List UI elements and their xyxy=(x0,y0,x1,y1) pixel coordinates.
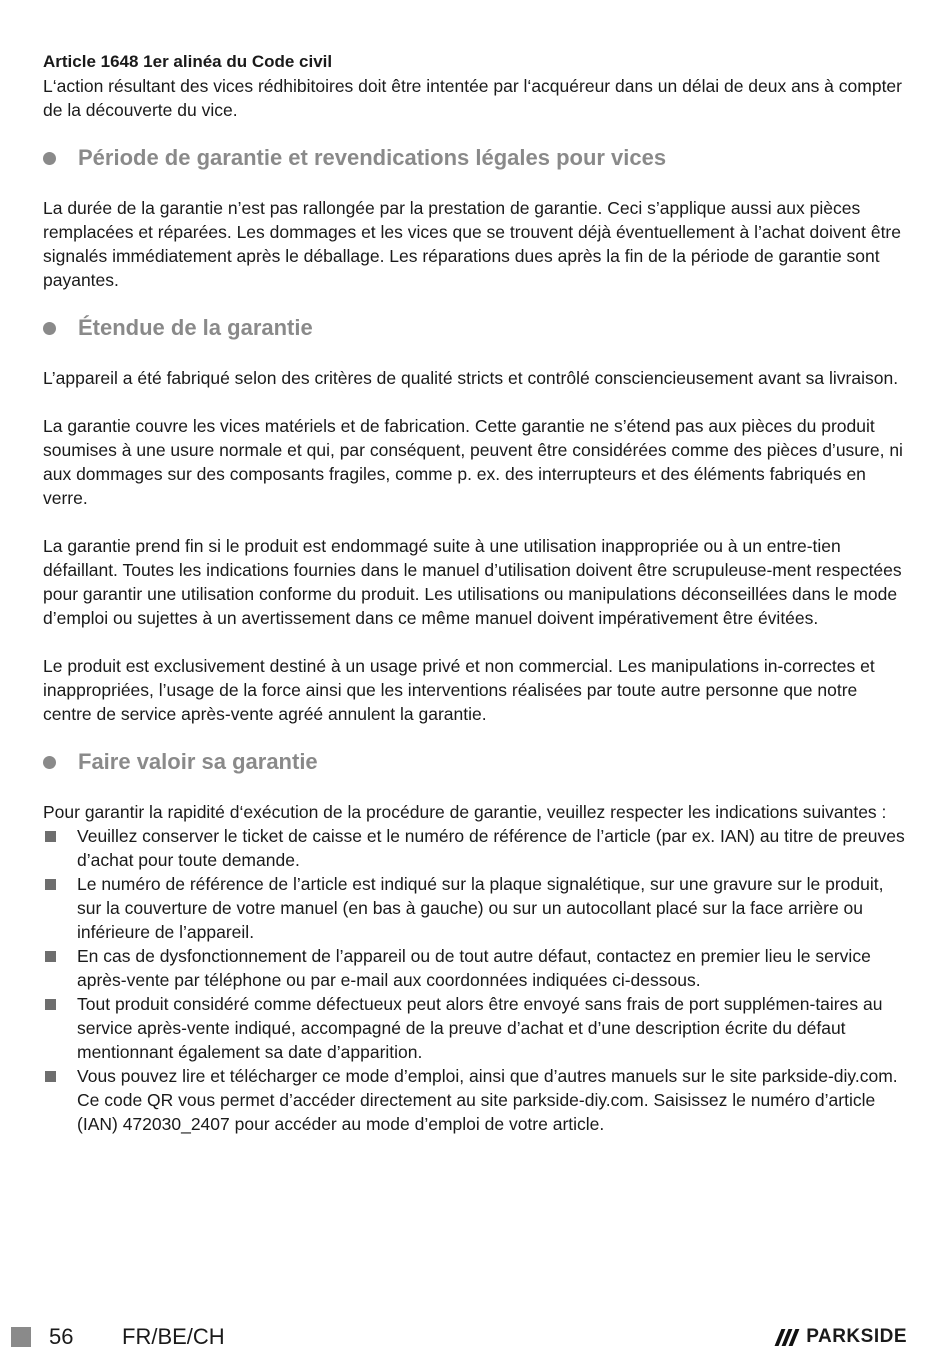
language-code: FR/BE/CH xyxy=(122,1324,225,1349)
paragraph: Pour garantir la rapidité d‘exécution de la procédure de garantie, veuillez respecter les indications suivantes : xyxy=(43,802,887,822)
list-item xyxy=(43,944,909,992)
section-heading-label: Faire valoir sa garantie xyxy=(78,749,318,774)
paragraph: La garantie couvre les vices matériels et de fabrication. Cette garantie ne s’étend pas aux pièces du produit soumises à une usure normale et qui, par conséquent, peuvent être considérées comme des pièces d’usure, ni aux dommages sur des composants fragiles, comme p. ex. des interrupteurs et des éléments fabriqués en verre. xyxy=(43,416,903,508)
section-heading-claim-warranty xyxy=(43,748,909,776)
paragraph: L’appareil a été fabriqué selon des critères de qualité stricts et contrôlé consciencieusement avant sa livraison. xyxy=(43,368,899,388)
instruction-list xyxy=(43,824,909,1136)
bullet-dot-icon xyxy=(43,756,56,769)
page-footer xyxy=(0,1323,950,1353)
paragraph: La garantie prend fin si le produit est endommagé suite à une utilisation inappropriée ou à un entre-tien défaillant. Toutes les indications fournies dans le manuel d’utilisation doivent être scrupuleuse-ment respectées pour garantir une utilisation conforme du produit. Les utilisations ou manipulations déconseillées dans le mode d’emploi ou sujettes à un avertissement dans ce même manuel doivent impérativement être évitées. xyxy=(43,536,902,628)
list-item-text: Le numéro de référence de l’article est indiqué sur la plaque signalétique, sur une gravure sur le produit, sur la couverture de votre manuel (en bas à gauche) ou sur un autocollant placé sur la face arrière ou inférieure de l’appareil. xyxy=(77,874,884,942)
section-heading-warranty-scope xyxy=(43,314,909,342)
list-item xyxy=(43,1064,909,1136)
page-number: 56 xyxy=(49,1324,74,1349)
bullet-dot-icon xyxy=(43,322,56,335)
square-bullet-icon xyxy=(45,831,56,842)
square-bullet-icon xyxy=(45,951,56,962)
square-bullet-icon xyxy=(45,1071,56,1082)
list-item-text: En cas de dysfonctionnement de l’appareil ou de tout autre défaut, contactez en premier lieu le service après-vente par téléphone ou par e-mail aux coordonnées indiquées ci-dessous. xyxy=(77,946,871,990)
list-item xyxy=(43,824,909,872)
square-bullet-icon xyxy=(45,879,56,890)
list-item xyxy=(43,872,909,944)
paragraph: Le produit est exclusivement destiné à un usage privé et non commercial. Les manipulations in-correctes et inappropriées, l’usage de la force ainsi que les interventions réalisées par toute autre personne que notre centre de service après-vente agréé annulent la garantie. xyxy=(43,656,875,724)
brand-name: PARKSIDE xyxy=(806,1326,907,1347)
document-body xyxy=(43,50,909,1136)
article-text: L‘action résultant des vices rédhibitoires doit être intentée par l‘acquéreur dans un délai de deux ans à compter de la découverte du vice. xyxy=(43,76,902,120)
square-bullet-icon xyxy=(45,999,56,1010)
list-item xyxy=(43,992,909,1064)
list-item-text: Vous pouvez lire et télécharger ce mode d’emploi, ainsi que d’autres manuels sur le site parkside-diy.com. Ce code QR vous permet d’accéder directement au site parkside-diy.com. Saisissez le numéro d’article (IAN) 472030_2407 pour accéder au mode d’emploi de votre article. xyxy=(77,1066,898,1134)
list-item-text: Tout produit considéré comme défectueux peut alors être envoyé sans frais de port supplémen-taires au service après-vente indiqué, accompagné de la preuve d’achat et d’une description écrite du défaut mentionnant également sa date d’apparition. xyxy=(77,994,883,1062)
article-title: Article 1648 1er alinéa du Code civil xyxy=(43,52,333,71)
list-item-text: Veuillez conserver le ticket de caisse et le numéro de référence de l’article (par ex. IAN) au titre de preuves d’achat pour toute demande. xyxy=(77,826,905,870)
footer-square-icon xyxy=(11,1327,31,1347)
section-heading-warranty-period xyxy=(43,144,909,172)
paragraph: La durée de la garantie n’est pas rallongée par la prestation de garantie. Ceci s’applique aussi aux pièces remplacées et réparées. Les dommages et les vices que se trouvent déjà éventuellement à l’achat doivent être signalés immédiatement après le déballage. Les réparations dues après la fin de la période de garantie sont payantes. xyxy=(43,198,901,290)
bullet-dot-icon xyxy=(43,152,56,165)
brand-stripes-icon xyxy=(778,1329,799,1346)
brand-logo xyxy=(778,1326,907,1348)
section-heading-label: Période de garantie et revendications légales pour vices xyxy=(78,145,667,170)
section-heading-label: Étendue de la garantie xyxy=(78,315,313,340)
